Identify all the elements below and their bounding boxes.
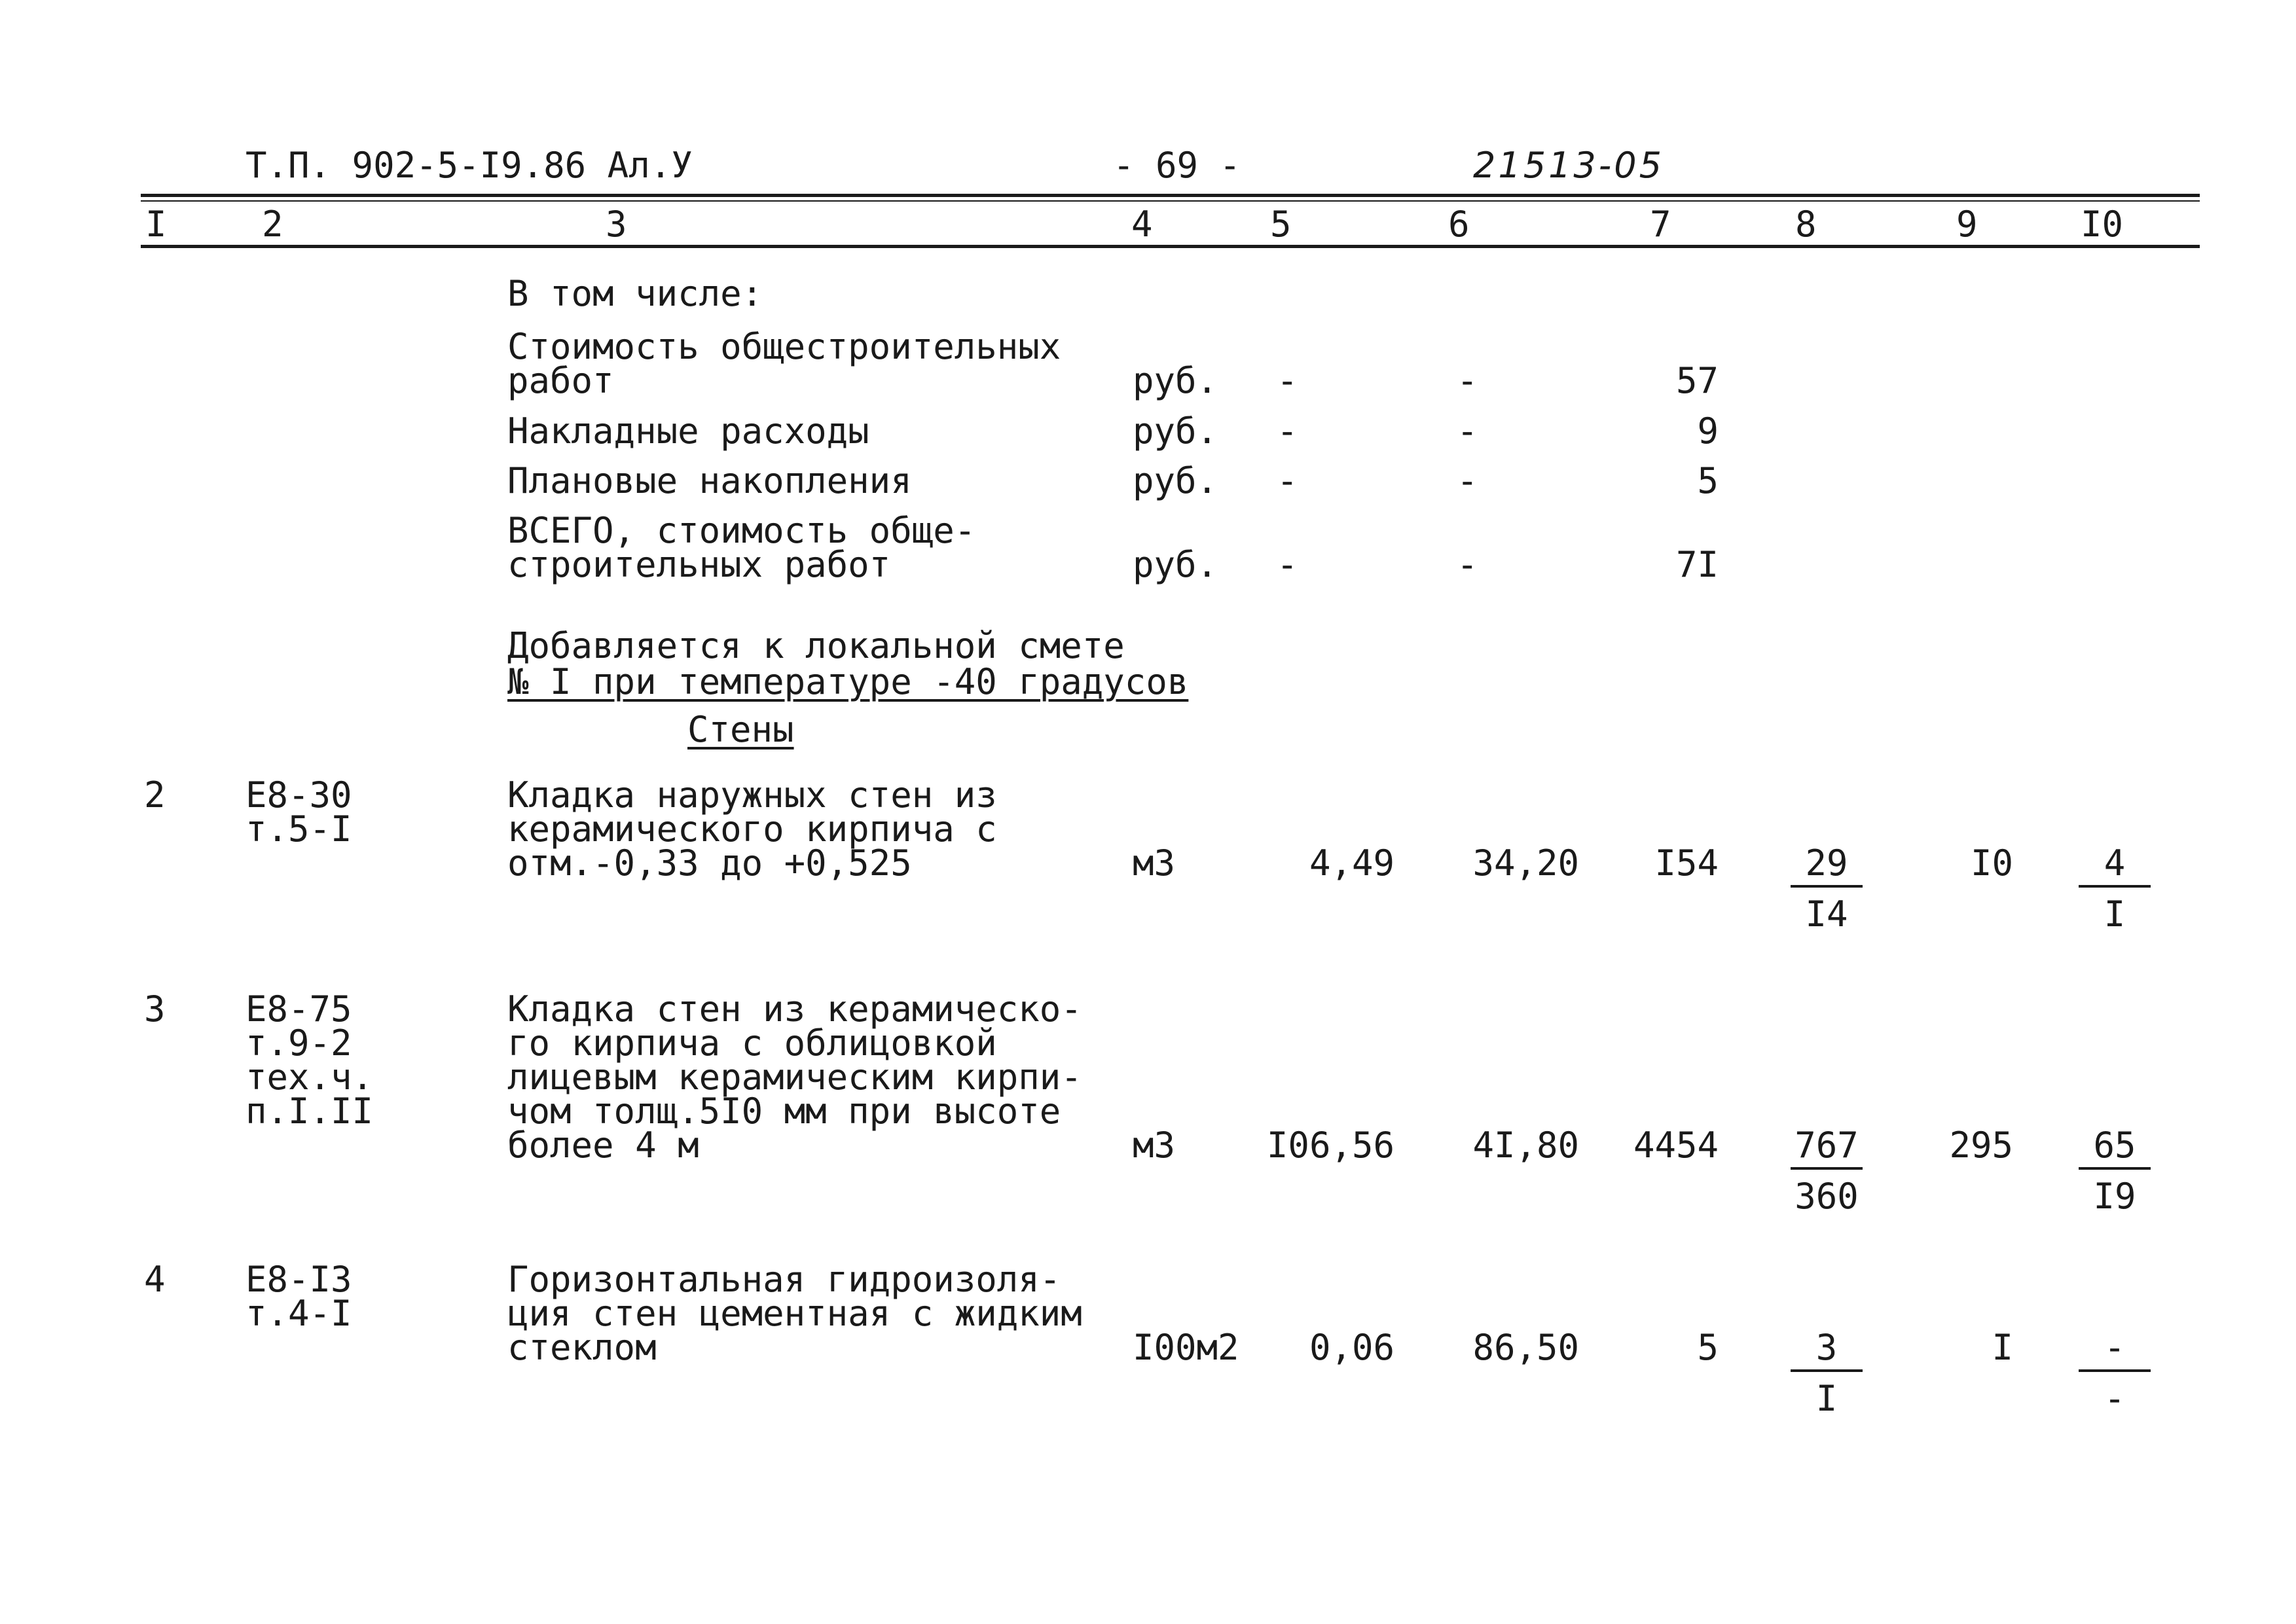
item-2-desc-line1: Кладка наружных стен из	[507, 774, 997, 816]
item-4-desc-line1: Горизонтальная гидроизоля-	[507, 1259, 1061, 1300]
item-2-col8-fraction	[1791, 842, 1863, 935]
item-3-code-line2: т.9-2	[246, 1022, 352, 1064]
fraction-bar	[1791, 1167, 1863, 1170]
item-3-desc-line5: более 4 м	[507, 1125, 699, 1166]
item-2-col9: I0	[1970, 842, 2013, 884]
section-subtitle: Стены	[687, 709, 794, 750]
item-2-col8-bottom: I4	[1805, 893, 1848, 935]
item-4-col5: 0,06	[1309, 1327, 1394, 1368]
column-header-2: 2	[262, 204, 283, 245]
item-4-col10-top: -	[2104, 1327, 2126, 1368]
summary-row-2-col7: 9	[1697, 410, 1719, 452]
item-3-code-line1: Е8-75	[246, 988, 352, 1030]
item-3-desc-line1: Кладка стен из керамическо-	[507, 988, 1082, 1030]
item-3-col8-top: 767	[1795, 1125, 1859, 1166]
fraction-bar	[2079, 885, 2151, 888]
item-3-col9: 295	[1949, 1125, 2013, 1166]
item-4-desc-line2: ция стен цементная с жидким	[507, 1293, 1082, 1334]
item-2-desc-line3: отм.-0,33 до +0,525	[507, 842, 912, 884]
item-3-col10-top: 65	[2093, 1125, 2136, 1166]
item-4-col6: 86,50	[1472, 1327, 1579, 1368]
column-header-1: I	[145, 204, 167, 245]
column-header-3: 3	[606, 204, 627, 245]
column-header-4: 4	[1131, 204, 1153, 245]
header-top-rule-2	[141, 200, 2200, 202]
column-header-9: 9	[1956, 204, 1978, 245]
item-2-col8-top: 29	[1805, 842, 1848, 884]
item-4-code-line1: Е8-I3	[246, 1259, 352, 1300]
item-2-number: 2	[144, 774, 166, 816]
header-bottom-rule	[141, 245, 2200, 248]
item-4-number: 4	[144, 1259, 166, 1300]
summary-row-1-col5: -	[1277, 360, 1298, 401]
item-2-col10-bottom: I	[2104, 893, 2126, 935]
item-2-col10-top: 4	[2104, 842, 2126, 884]
item-3-desc-line4: чом толщ.5I0 мм при высоте	[507, 1091, 1061, 1132]
summary-row-2-unit: руб.	[1133, 410, 1218, 452]
item-3-col6: 4I,80	[1472, 1125, 1579, 1166]
summary-row-1-col7: 57	[1675, 360, 1719, 401]
item-4-col10-bottom: -	[2104, 1378, 2126, 1419]
summary-row-2-col6: -	[1457, 410, 1478, 452]
column-header-8: 8	[1795, 204, 1817, 245]
item-2-col7: I54	[1654, 842, 1719, 884]
item-4-col8-bottom: I	[1815, 1378, 1838, 1419]
inventory-number: 21513-05	[1473, 145, 1664, 186]
item-3-col10-bottom: I9	[2093, 1176, 2136, 1217]
summary-row-3-col7: 5	[1697, 460, 1719, 501]
fraction-bar	[1791, 1369, 1863, 1372]
item-4-col7: 5	[1697, 1327, 1719, 1368]
summary-row-4-unit: руб.	[1133, 544, 1218, 585]
item-4-col9: I	[1992, 1327, 2013, 1368]
item-2-desc-line2: керамического кирпича с	[507, 808, 997, 850]
item-3-number: 3	[144, 988, 166, 1030]
item-4-unit: I00м2	[1133, 1327, 1239, 1368]
section-line-1: Добавляется к локальной смете	[507, 625, 1125, 666]
column-header-5: 5	[1270, 204, 1292, 245]
fraction-bar	[2079, 1167, 2151, 1170]
column-header-6: 6	[1448, 204, 1470, 245]
item-3-col7: 4454	[1633, 1125, 1719, 1166]
doc-code: Т.П. 902-5-I9.86 Ал.У	[246, 145, 693, 186]
fraction-bar	[2079, 1369, 2151, 1372]
item-3-code-line3: тех.ч.	[246, 1056, 374, 1098]
summary-row-3-name: Плановые накопления	[507, 460, 912, 501]
item-3-desc-line3: лицевым керамическим кирпи-	[507, 1056, 1082, 1098]
summary-row-1-unit: руб.	[1133, 360, 1218, 401]
item-3-col8-fraction	[1791, 1125, 1863, 1217]
item-3-col8-bottom: 360	[1795, 1176, 1859, 1217]
item-3-col10-fraction	[2079, 1125, 2151, 1217]
summary-row-3-col5: -	[1277, 460, 1298, 501]
item-4-col8-top: 3	[1815, 1327, 1838, 1368]
item-2-unit: м3	[1133, 842, 1176, 884]
item-3-desc-line2: го кирпича с облицовкой	[507, 1022, 997, 1064]
item-2-code-line1: Е8-30	[246, 774, 352, 816]
item-2-col10-fraction	[2079, 842, 2151, 935]
item-4-code-line2: т.4-I	[246, 1293, 352, 1334]
summary-row-4-col5: -	[1277, 544, 1298, 585]
item-3-col5: I06,56	[1266, 1125, 1394, 1166]
summary-row-1-name: Стоимость общестроительных	[507, 326, 1061, 367]
summary-row-1-name-line2: работ	[507, 360, 614, 401]
item-3-code-line4: п.I.II	[246, 1091, 374, 1132]
fraction-bar	[1791, 885, 1863, 888]
section-line-2: № I при температуре -40 градусов	[507, 661, 1189, 702]
summary-row-4-name-line2: строительных работ	[507, 544, 891, 585]
column-header-7: 7	[1650, 204, 1671, 245]
summary-heading: В том числе:	[507, 273, 763, 314]
item-3-unit: м3	[1133, 1125, 1176, 1166]
item-4-col10-fraction	[2079, 1327, 2151, 1419]
summary-row-2-col5: -	[1277, 410, 1298, 452]
page-number: - 69 -	[1113, 145, 1241, 186]
summary-row-4-name: ВСЕГО, стоимость обще-	[507, 510, 976, 551]
item-2-col5: 4,49	[1309, 842, 1394, 884]
summary-row-3-unit: руб.	[1133, 460, 1218, 501]
item-2-col6: 34,20	[1472, 842, 1579, 884]
header-top-rule	[141, 194, 2200, 197]
summary-row-3-col6: -	[1457, 460, 1478, 501]
summary-row-1-col6: -	[1457, 360, 1478, 401]
item-2-code-line2: т.5-I	[246, 808, 352, 850]
summary-row-4-col7: 7I	[1675, 544, 1719, 585]
item-4-col8-fraction	[1791, 1327, 1863, 1419]
summary-row-2-name: Накладные расходы	[507, 410, 869, 452]
column-header-10: I0	[2081, 204, 2124, 245]
item-4-desc-line3: стеклом	[507, 1327, 657, 1368]
summary-row-4-col6: -	[1457, 544, 1478, 585]
